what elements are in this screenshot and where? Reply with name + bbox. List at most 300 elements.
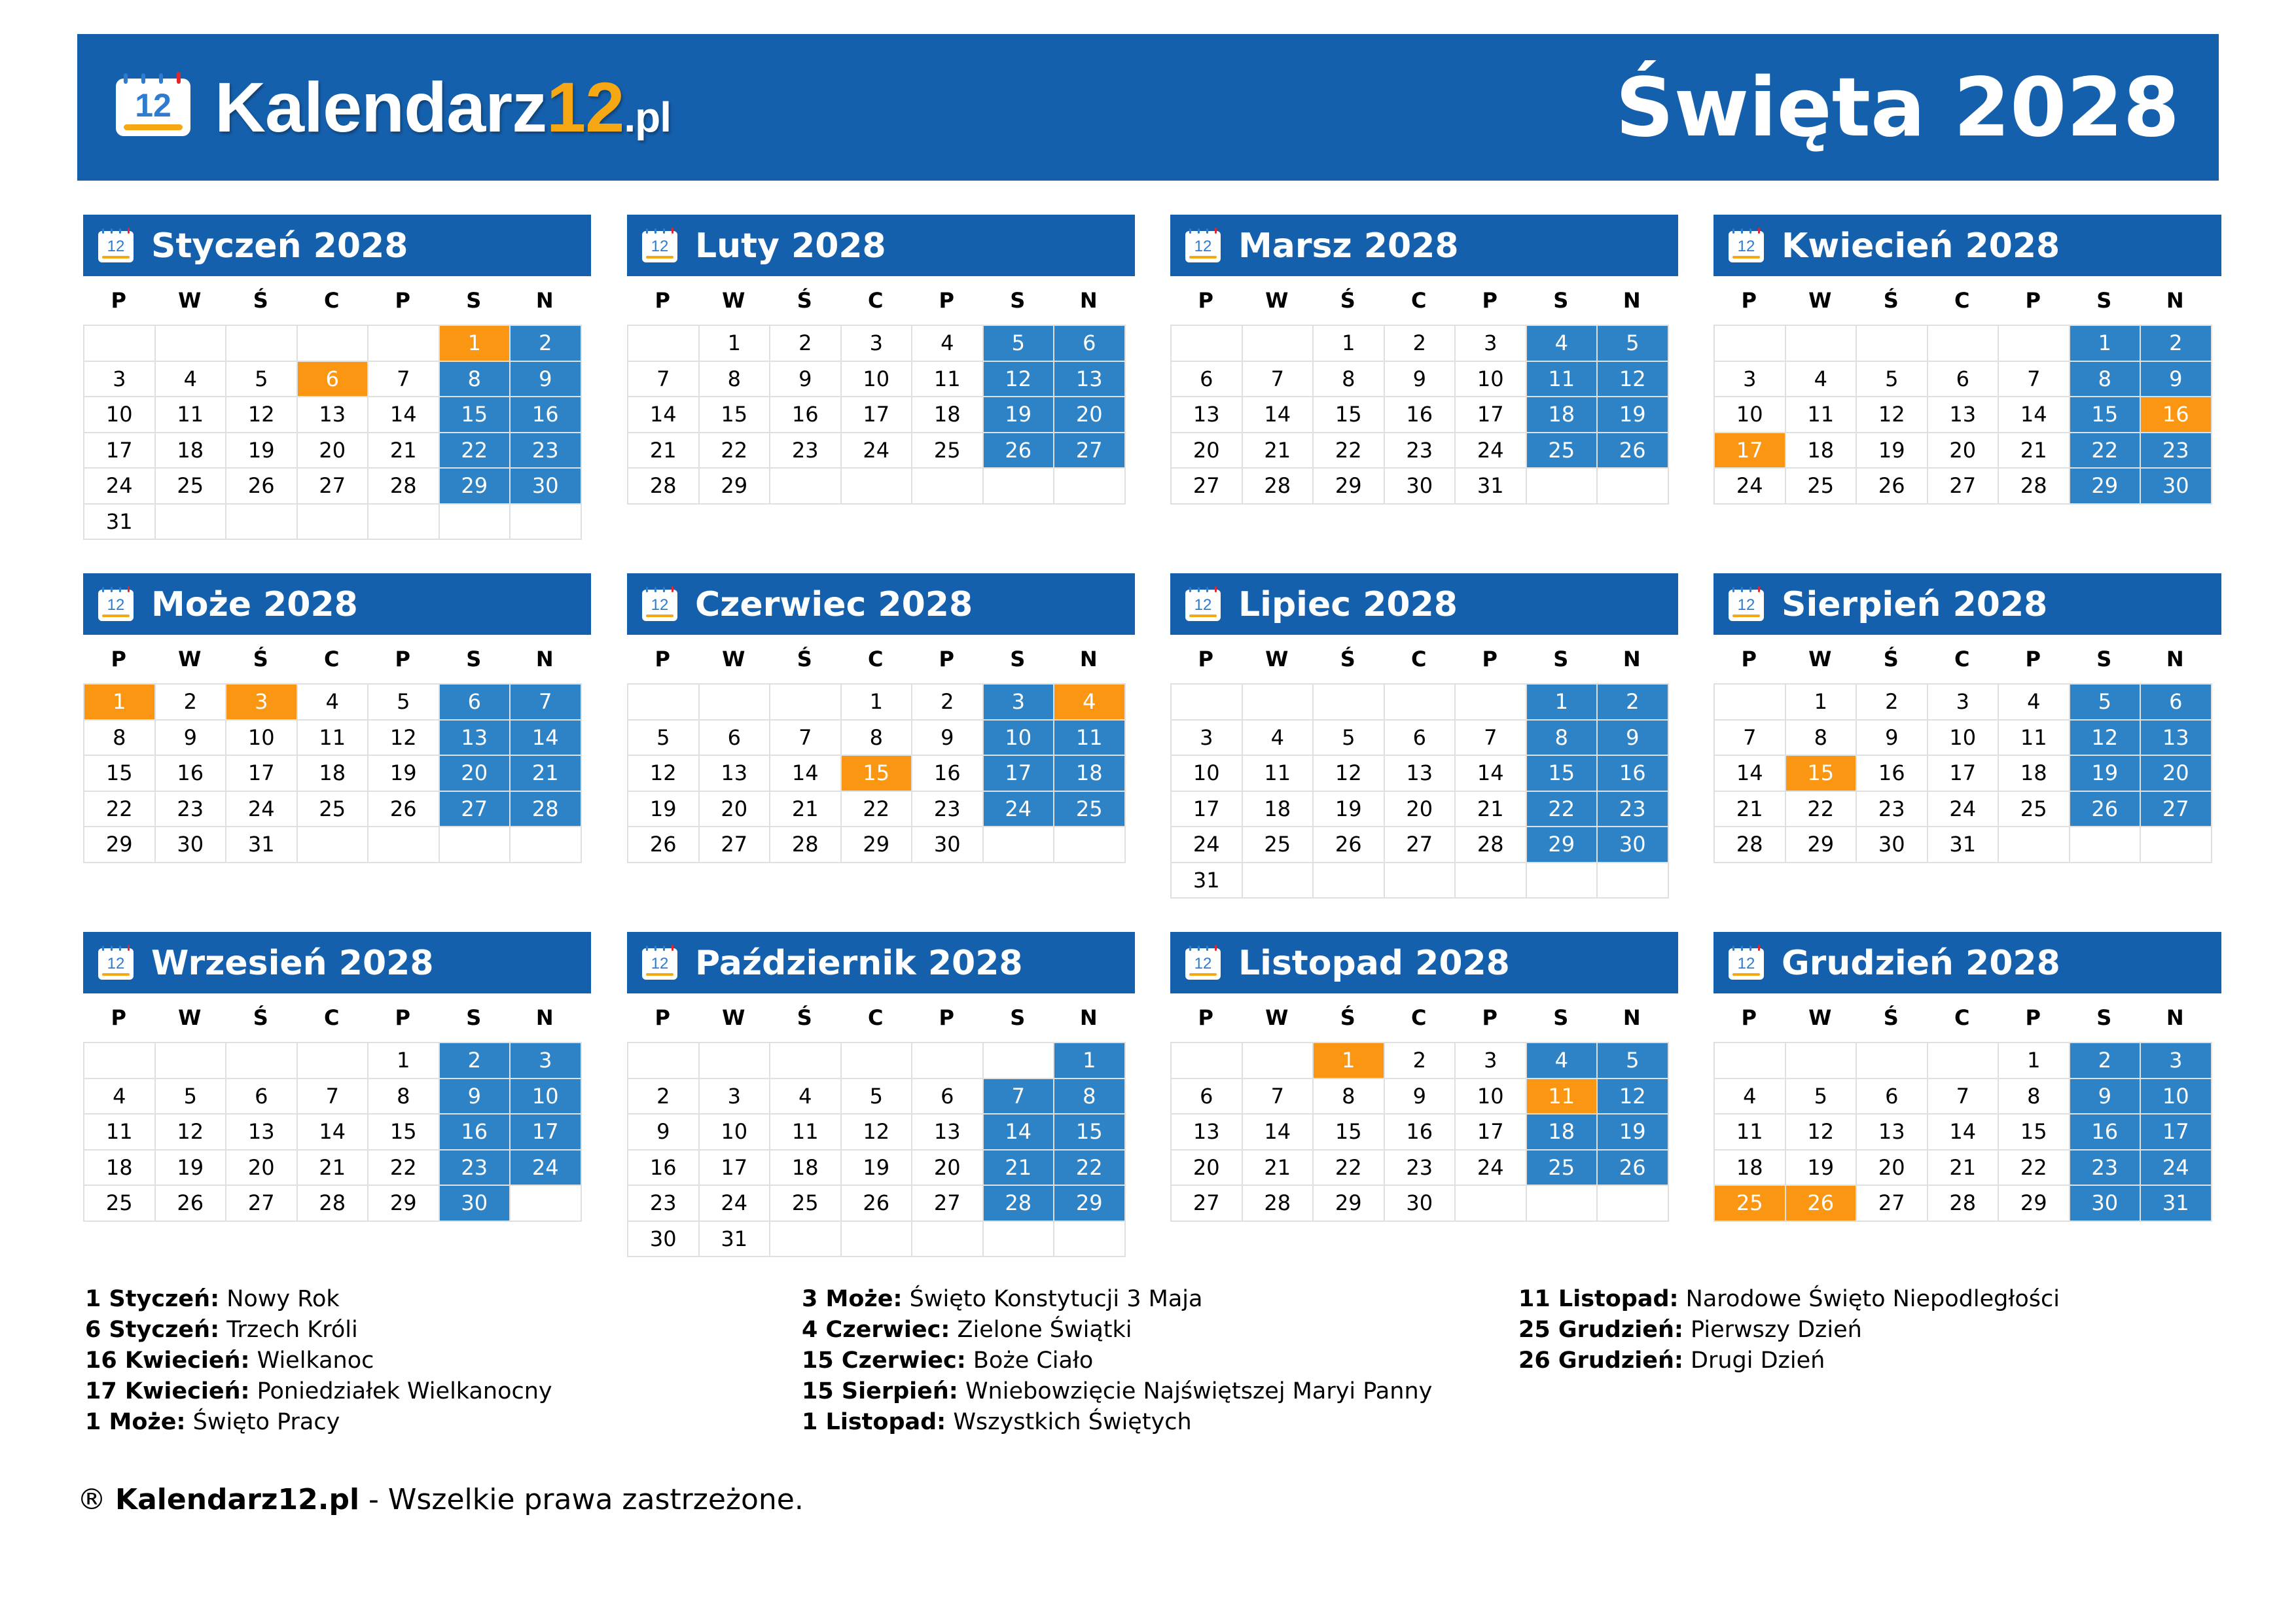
- weekend-day-cell[interactable]: 22: [2070, 433, 2140, 468]
- weekend-day-cell[interactable]: 3: [984, 685, 1054, 719]
- day-cell[interactable]: 15: [368, 1115, 439, 1149]
- weekend-day-cell[interactable]: 25: [1527, 433, 1597, 468]
- day-cell[interactable]: 23: [156, 792, 226, 827]
- holiday-day-cell[interactable]: 25: [1715, 1186, 1785, 1221]
- day-cell[interactable]: 7: [1928, 1079, 1998, 1114]
- day-cell[interactable]: 17: [1172, 792, 1242, 827]
- day-cell[interactable]: 28: [1243, 1186, 1313, 1221]
- weekend-day-cell[interactable]: 16: [511, 397, 581, 432]
- day-cell[interactable]: 16: [1857, 756, 1927, 791]
- weekend-day-cell[interactable]: 10: [511, 1079, 581, 1114]
- day-cell[interactable]: 31: [1928, 827, 1998, 862]
- holiday-day-cell[interactable]: 16: [2141, 397, 2211, 432]
- day-cell[interactable]: 5: [1314, 721, 1384, 755]
- day-cell[interactable]: 3: [700, 1079, 770, 1114]
- day-cell[interactable]: 28: [770, 827, 840, 862]
- weekend-day-cell[interactable]: 30: [1598, 827, 1668, 862]
- day-cell[interactable]: 6: [1172, 1079, 1242, 1114]
- day-cell[interactable]: 11: [912, 362, 982, 397]
- day-cell[interactable]: 19: [1786, 1150, 1856, 1185]
- day-cell[interactable]: 7: [1715, 721, 1785, 755]
- day-cell[interactable]: 25: [770, 1186, 840, 1221]
- day-cell[interactable]: 10: [842, 362, 912, 397]
- day-cell[interactable]: 10: [84, 397, 154, 432]
- day-cell[interactable]: 20: [226, 1150, 296, 1185]
- day-cell[interactable]: 7: [1999, 362, 2069, 397]
- day-cell[interactable]: 27: [226, 1186, 296, 1221]
- weekend-day-cell[interactable]: 30: [2141, 469, 2211, 503]
- day-cell[interactable]: 1: [1314, 326, 1384, 361]
- day-cell[interactable]: 30: [628, 1222, 698, 1257]
- weekend-day-cell[interactable]: 11: [1054, 721, 1124, 755]
- weekend-day-cell[interactable]: 25: [1527, 1150, 1597, 1185]
- weekend-day-cell[interactable]: 24: [511, 1150, 581, 1185]
- day-cell[interactable]: 14: [368, 397, 439, 432]
- weekend-day-cell[interactable]: 17: [984, 756, 1054, 791]
- weekend-day-cell[interactable]: 21: [984, 1150, 1054, 1185]
- day-cell[interactable]: 5: [156, 1079, 226, 1114]
- day-cell[interactable]: 29: [1786, 827, 1856, 862]
- day-cell[interactable]: 24: [84, 469, 154, 503]
- weekend-day-cell[interactable]: 12: [1598, 1079, 1668, 1114]
- day-cell[interactable]: 27: [1857, 1186, 1927, 1221]
- weekend-day-cell[interactable]: 24: [984, 792, 1054, 827]
- day-cell[interactable]: 9: [1385, 362, 1455, 397]
- day-cell[interactable]: 16: [912, 756, 982, 791]
- holiday-day-cell[interactable]: 26: [1786, 1186, 1856, 1221]
- day-cell[interactable]: 16: [156, 756, 226, 791]
- weekend-day-cell[interactable]: 15: [1054, 1115, 1124, 1149]
- day-cell[interactable]: 4: [1243, 721, 1313, 755]
- day-cell[interactable]: 17: [84, 433, 154, 468]
- day-cell[interactable]: 25: [84, 1186, 154, 1221]
- day-cell[interactable]: 13: [1172, 397, 1242, 432]
- day-cell[interactable]: 20: [1172, 433, 1242, 468]
- day-cell[interactable]: 27: [700, 827, 770, 862]
- day-cell[interactable]: 11: [1243, 756, 1313, 791]
- day-cell[interactable]: 26: [842, 1186, 912, 1221]
- weekend-day-cell[interactable]: 11: [1527, 362, 1597, 397]
- day-cell[interactable]: 10: [1456, 362, 1526, 397]
- weekend-day-cell[interactable]: 26: [1598, 1150, 1668, 1185]
- day-cell[interactable]: 2: [1385, 326, 1455, 361]
- weekend-day-cell[interactable]: 25: [1054, 792, 1124, 827]
- day-cell[interactable]: 13: [1172, 1115, 1242, 1149]
- day-cell[interactable]: 6: [700, 721, 770, 755]
- day-cell[interactable]: 14: [298, 1115, 368, 1149]
- weekend-day-cell[interactable]: 26: [984, 433, 1054, 468]
- weekend-day-cell[interactable]: 1: [1054, 1043, 1124, 1078]
- day-cell[interactable]: 3: [1715, 362, 1785, 397]
- day-cell[interactable]: 4: [156, 362, 226, 397]
- day-cell[interactable]: 20: [1857, 1150, 1927, 1185]
- day-cell[interactable]: 27: [912, 1186, 982, 1221]
- day-cell[interactable]: 27: [1172, 469, 1242, 503]
- day-cell[interactable]: 31: [1172, 863, 1242, 898]
- day-cell[interactable]: 12: [1314, 756, 1384, 791]
- day-cell[interactable]: 7: [1456, 721, 1526, 755]
- weekend-day-cell[interactable]: 12: [2070, 721, 2140, 755]
- day-cell[interactable]: 10: [1456, 1079, 1526, 1114]
- day-cell[interactable]: 14: [770, 756, 840, 791]
- day-cell[interactable]: 3: [1928, 685, 1998, 719]
- weekend-day-cell[interactable]: 4: [1527, 326, 1597, 361]
- day-cell[interactable]: 20: [700, 792, 770, 827]
- day-cell[interactable]: 15: [1314, 397, 1384, 432]
- day-cell[interactable]: 24: [842, 433, 912, 468]
- day-cell[interactable]: 6: [1385, 721, 1455, 755]
- day-cell[interactable]: 24: [1715, 469, 1785, 503]
- day-cell[interactable]: 11: [1999, 721, 2069, 755]
- day-cell[interactable]: 30: [912, 827, 982, 862]
- day-cell[interactable]: 26: [156, 1186, 226, 1221]
- day-cell[interactable]: 30: [156, 827, 226, 862]
- day-cell[interactable]: 11: [84, 1115, 154, 1149]
- holiday-day-cell[interactable]: 6: [298, 362, 368, 397]
- day-cell[interactable]: 3: [842, 326, 912, 361]
- weekend-day-cell[interactable]: 2: [2141, 326, 2211, 361]
- holiday-day-cell[interactable]: 1: [1314, 1043, 1384, 1078]
- weekend-day-cell[interactable]: 17: [511, 1115, 581, 1149]
- weekend-day-cell[interactable]: 6: [440, 685, 510, 719]
- day-cell[interactable]: 11: [156, 397, 226, 432]
- day-cell[interactable]: 8: [1999, 1079, 2069, 1114]
- day-cell[interactable]: 21: [1999, 433, 2069, 468]
- day-cell[interactable]: 19: [842, 1150, 912, 1185]
- weekend-day-cell[interactable]: 26: [1598, 433, 1668, 468]
- weekend-day-cell[interactable]: 23: [2141, 433, 2211, 468]
- weekend-day-cell[interactable]: 22: [1527, 792, 1597, 827]
- day-cell[interactable]: 5: [842, 1079, 912, 1114]
- day-cell[interactable]: 23: [912, 792, 982, 827]
- day-cell[interactable]: 2: [912, 685, 982, 719]
- weekend-day-cell[interactable]: 3: [511, 1043, 581, 1078]
- holiday-day-cell[interactable]: 15: [842, 756, 912, 791]
- day-cell[interactable]: 4: [770, 1079, 840, 1114]
- weekend-day-cell[interactable]: 20: [440, 756, 510, 791]
- day-cell[interactable]: 20: [1172, 1150, 1242, 1185]
- day-cell[interactable]: 8: [368, 1079, 439, 1114]
- weekend-day-cell[interactable]: 8: [1054, 1079, 1124, 1114]
- day-cell[interactable]: 10: [226, 721, 296, 755]
- day-cell[interactable]: 9: [770, 362, 840, 397]
- holiday-day-cell[interactable]: 17: [1715, 433, 1785, 468]
- day-cell[interactable]: 23: [628, 1186, 698, 1221]
- weekend-day-cell[interactable]: 26: [2070, 792, 2140, 827]
- weekend-day-cell[interactable]: 9: [511, 362, 581, 397]
- weekend-day-cell[interactable]: 17: [2141, 1115, 2211, 1149]
- day-cell[interactable]: 6: [1928, 362, 1998, 397]
- day-cell[interactable]: 11: [1786, 397, 1856, 432]
- day-cell[interactable]: 25: [298, 792, 368, 827]
- day-cell[interactable]: 31: [700, 1222, 770, 1257]
- weekend-day-cell[interactable]: 10: [984, 721, 1054, 755]
- day-cell[interactable]: 1: [700, 326, 770, 361]
- day-cell[interactable]: 22: [842, 792, 912, 827]
- day-cell[interactable]: 26: [1857, 469, 1927, 503]
- day-cell[interactable]: 21: [1243, 1150, 1313, 1185]
- day-cell[interactable]: 2: [1385, 1043, 1455, 1078]
- weekend-day-cell[interactable]: 8: [2070, 362, 2140, 397]
- day-cell[interactable]: 4: [1786, 362, 1856, 397]
- day-cell[interactable]: 28: [1243, 469, 1313, 503]
- day-cell[interactable]: 26: [226, 469, 296, 503]
- day-cell[interactable]: 3: [84, 362, 154, 397]
- weekend-day-cell[interactable]: 30: [2070, 1186, 2140, 1221]
- day-cell[interactable]: 29: [842, 827, 912, 862]
- weekend-day-cell[interactable]: 20: [1054, 397, 1124, 432]
- day-cell[interactable]: 7: [368, 362, 439, 397]
- day-cell[interactable]: 11: [770, 1115, 840, 1149]
- day-cell[interactable]: 24: [1456, 433, 1526, 468]
- weekend-day-cell[interactable]: 18: [1527, 1115, 1597, 1149]
- holiday-day-cell[interactable]: 1: [440, 326, 510, 361]
- day-cell[interactable]: 21: [1456, 792, 1526, 827]
- day-cell[interactable]: 14: [1243, 397, 1313, 432]
- day-cell[interactable]: 9: [1857, 721, 1927, 755]
- weekend-day-cell[interactable]: 8: [1527, 721, 1597, 755]
- day-cell[interactable]: 25: [156, 469, 226, 503]
- day-cell[interactable]: 8: [700, 362, 770, 397]
- day-cell[interactable]: 18: [912, 397, 982, 432]
- day-cell[interactable]: 7: [628, 362, 698, 397]
- weekend-day-cell[interactable]: 21: [511, 756, 581, 791]
- day-cell[interactable]: 12: [842, 1115, 912, 1149]
- day-cell[interactable]: 28: [628, 469, 698, 503]
- day-cell[interactable]: 3: [1172, 721, 1242, 755]
- weekend-day-cell[interactable]: 23: [2070, 1150, 2140, 1185]
- weekend-day-cell[interactable]: 28: [984, 1186, 1054, 1221]
- day-cell[interactable]: 8: [84, 721, 154, 755]
- holiday-day-cell[interactable]: 4: [1054, 685, 1124, 719]
- weekend-day-cell[interactable]: 5: [1598, 1043, 1668, 1078]
- weekend-day-cell[interactable]: 14: [984, 1115, 1054, 1149]
- day-cell[interactable]: 19: [156, 1150, 226, 1185]
- weekend-day-cell[interactable]: 19: [1598, 1115, 1668, 1149]
- day-cell[interactable]: 13: [912, 1115, 982, 1149]
- weekend-day-cell[interactable]: 27: [2141, 792, 2211, 827]
- day-cell[interactable]: 28: [1999, 469, 2069, 503]
- weekend-day-cell[interactable]: 7: [984, 1079, 1054, 1114]
- weekend-day-cell[interactable]: 29: [440, 469, 510, 503]
- day-cell[interactable]: 24: [1456, 1150, 1526, 1185]
- day-cell[interactable]: 24: [1928, 792, 1998, 827]
- day-cell[interactable]: 30: [1857, 827, 1927, 862]
- day-cell[interactable]: 12: [1786, 1115, 1856, 1149]
- day-cell[interactable]: 24: [226, 792, 296, 827]
- weekend-day-cell[interactable]: 2: [440, 1043, 510, 1078]
- day-cell[interactable]: 17: [1928, 756, 1998, 791]
- day-cell[interactable]: 17: [1456, 1115, 1526, 1149]
- day-cell[interactable]: 5: [368, 685, 439, 719]
- day-cell[interactable]: 20: [1928, 433, 1998, 468]
- day-cell[interactable]: 2: [770, 326, 840, 361]
- day-cell[interactable]: 15: [1314, 1115, 1384, 1149]
- day-cell[interactable]: 21: [1243, 433, 1313, 468]
- day-cell[interactable]: 21: [1928, 1150, 1998, 1185]
- day-cell[interactable]: 5: [628, 721, 698, 755]
- weekend-day-cell[interactable]: 28: [511, 792, 581, 827]
- day-cell[interactable]: 19: [226, 433, 296, 468]
- day-cell[interactable]: 13: [700, 756, 770, 791]
- day-cell[interactable]: 14: [1715, 756, 1785, 791]
- day-cell[interactable]: 13: [226, 1115, 296, 1149]
- weekend-day-cell[interactable]: 20: [2141, 756, 2211, 791]
- holiday-day-cell[interactable]: 15: [1786, 756, 1856, 791]
- weekend-day-cell[interactable]: 6: [2141, 685, 2211, 719]
- day-cell[interactable]: 7: [1243, 362, 1313, 397]
- day-cell[interactable]: 9: [628, 1115, 698, 1149]
- day-cell[interactable]: 6: [1857, 1079, 1927, 1114]
- weekend-day-cell[interactable]: 22: [440, 433, 510, 468]
- day-cell[interactable]: 22: [1999, 1150, 2069, 1185]
- day-cell[interactable]: 13: [1385, 756, 1455, 791]
- day-cell[interactable]: 10: [1715, 397, 1785, 432]
- day-cell[interactable]: 14: [628, 397, 698, 432]
- day-cell[interactable]: 15: [700, 397, 770, 432]
- day-cell[interactable]: 1: [368, 1043, 439, 1078]
- weekend-day-cell[interactable]: 27: [440, 792, 510, 827]
- day-cell[interactable]: 4: [1715, 1079, 1785, 1114]
- weekend-day-cell[interactable]: 30: [511, 469, 581, 503]
- day-cell[interactable]: 17: [700, 1150, 770, 1185]
- day-cell[interactable]: 15: [84, 756, 154, 791]
- day-cell[interactable]: 30: [1385, 469, 1455, 503]
- weekend-day-cell[interactable]: 1: [1527, 685, 1597, 719]
- day-cell[interactable]: 25: [912, 433, 982, 468]
- day-cell[interactable]: 26: [1314, 827, 1384, 862]
- day-cell[interactable]: 16: [1385, 1115, 1455, 1149]
- day-cell[interactable]: 26: [628, 827, 698, 862]
- day-cell[interactable]: 8: [1786, 721, 1856, 755]
- day-cell[interactable]: 3: [1456, 326, 1526, 361]
- day-cell[interactable]: 25: [1999, 792, 2069, 827]
- weekend-day-cell[interactable]: 19: [984, 397, 1054, 432]
- day-cell[interactable]: 14: [1243, 1115, 1313, 1149]
- day-cell[interactable]: 4: [84, 1079, 154, 1114]
- day-cell[interactable]: 28: [1456, 827, 1526, 862]
- day-cell[interactable]: 22: [1786, 792, 1856, 827]
- weekend-day-cell[interactable]: 5: [984, 326, 1054, 361]
- day-cell[interactable]: 29: [700, 469, 770, 503]
- day-cell[interactable]: 18: [770, 1150, 840, 1185]
- weekend-day-cell[interactable]: 10: [2141, 1079, 2211, 1114]
- day-cell[interactable]: 16: [628, 1150, 698, 1185]
- weekend-day-cell[interactable]: 9: [1598, 721, 1668, 755]
- weekend-day-cell[interactable]: 15: [2070, 397, 2140, 432]
- day-cell[interactable]: 1: [1999, 1043, 2069, 1078]
- day-cell[interactable]: 10: [1172, 756, 1242, 791]
- day-cell[interactable]: 19: [368, 756, 439, 791]
- weekend-day-cell[interactable]: 1: [2070, 326, 2140, 361]
- day-cell[interactable]: 9: [912, 721, 982, 755]
- weekend-day-cell[interactable]: 9: [2141, 362, 2211, 397]
- day-cell[interactable]: 17: [842, 397, 912, 432]
- day-cell[interactable]: 13: [298, 397, 368, 432]
- weekend-day-cell[interactable]: 5: [2070, 685, 2140, 719]
- holiday-day-cell[interactable]: 3: [226, 685, 296, 719]
- day-cell[interactable]: 21: [1715, 792, 1785, 827]
- weekend-day-cell[interactable]: 7: [511, 685, 581, 719]
- weekend-day-cell[interactable]: 16: [2070, 1115, 2140, 1149]
- day-cell[interactable]: 4: [1999, 685, 2069, 719]
- day-cell[interactable]: 21: [298, 1150, 368, 1185]
- day-cell[interactable]: 14: [1928, 1115, 1998, 1149]
- day-cell[interactable]: 16: [1385, 397, 1455, 432]
- day-cell[interactable]: 17: [1456, 397, 1526, 432]
- weekend-day-cell[interactable]: 19: [2070, 756, 2140, 791]
- day-cell[interactable]: 20: [298, 433, 368, 468]
- weekend-day-cell[interactable]: 24: [2141, 1150, 2211, 1185]
- day-cell[interactable]: 9: [156, 721, 226, 755]
- day-cell[interactable]: 24: [700, 1186, 770, 1221]
- day-cell[interactable]: 18: [84, 1150, 154, 1185]
- day-cell[interactable]: 3: [1456, 1043, 1526, 1078]
- weekend-day-cell[interactable]: 4: [1527, 1043, 1597, 1078]
- day-cell[interactable]: 2: [1857, 685, 1927, 719]
- weekend-day-cell[interactable]: 30: [440, 1186, 510, 1221]
- day-cell[interactable]: 12: [226, 397, 296, 432]
- day-cell[interactable]: 6: [226, 1079, 296, 1114]
- day-cell[interactable]: 6: [1172, 362, 1242, 397]
- day-cell[interactable]: 18: [1786, 433, 1856, 468]
- day-cell[interactable]: 21: [628, 433, 698, 468]
- day-cell[interactable]: 13: [1928, 397, 1998, 432]
- day-cell[interactable]: 30: [1385, 1186, 1455, 1221]
- weekend-day-cell[interactable]: 19: [1598, 397, 1668, 432]
- day-cell[interactable]: 26: [368, 792, 439, 827]
- weekend-day-cell[interactable]: 2: [1598, 685, 1668, 719]
- day-cell[interactable]: 27: [1385, 827, 1455, 862]
- holiday-day-cell[interactable]: 11: [1527, 1079, 1597, 1114]
- weekend-day-cell[interactable]: 31: [2141, 1186, 2211, 1221]
- weekend-day-cell[interactable]: 3: [2141, 1043, 2211, 1078]
- weekend-day-cell[interactable]: 13: [1054, 362, 1124, 397]
- day-cell[interactable]: 29: [368, 1186, 439, 1221]
- holiday-day-cell[interactable]: 1: [84, 685, 154, 719]
- day-cell[interactable]: 10: [1928, 721, 1998, 755]
- weekend-day-cell[interactable]: 9: [2070, 1079, 2140, 1114]
- day-cell[interactable]: 28: [298, 1186, 368, 1221]
- day-cell[interactable]: 12: [628, 756, 698, 791]
- weekend-day-cell[interactable]: 5: [1598, 326, 1668, 361]
- day-cell[interactable]: 18: [298, 756, 368, 791]
- day-cell[interactable]: 22: [368, 1150, 439, 1185]
- day-cell[interactable]: 16: [770, 397, 840, 432]
- day-cell[interactable]: 27: [1172, 1186, 1242, 1221]
- weekend-day-cell[interactable]: 29: [1054, 1186, 1124, 1221]
- day-cell[interactable]: 28: [1715, 827, 1785, 862]
- day-cell[interactable]: 23: [770, 433, 840, 468]
- day-cell[interactable]: 12: [368, 721, 439, 755]
- day-cell[interactable]: 29: [84, 827, 154, 862]
- day-cell[interactable]: 12: [1857, 397, 1927, 432]
- day-cell[interactable]: 8: [842, 721, 912, 755]
- day-cell[interactable]: 25: [1786, 469, 1856, 503]
- day-cell[interactable]: 4: [912, 326, 982, 361]
- weekend-day-cell[interactable]: 15: [1527, 756, 1597, 791]
- day-cell[interactable]: 2: [156, 685, 226, 719]
- day-cell[interactable]: 18: [1999, 756, 2069, 791]
- day-cell[interactable]: 29: [1314, 469, 1384, 503]
- day-cell[interactable]: 21: [770, 792, 840, 827]
- weekend-day-cell[interactable]: 14: [511, 721, 581, 755]
- day-cell[interactable]: 25: [1243, 827, 1313, 862]
- day-cell[interactable]: 8: [1314, 1079, 1384, 1114]
- weekend-day-cell[interactable]: 12: [984, 362, 1054, 397]
- day-cell[interactable]: 14: [1456, 756, 1526, 791]
- day-cell[interactable]: 23: [1385, 433, 1455, 468]
